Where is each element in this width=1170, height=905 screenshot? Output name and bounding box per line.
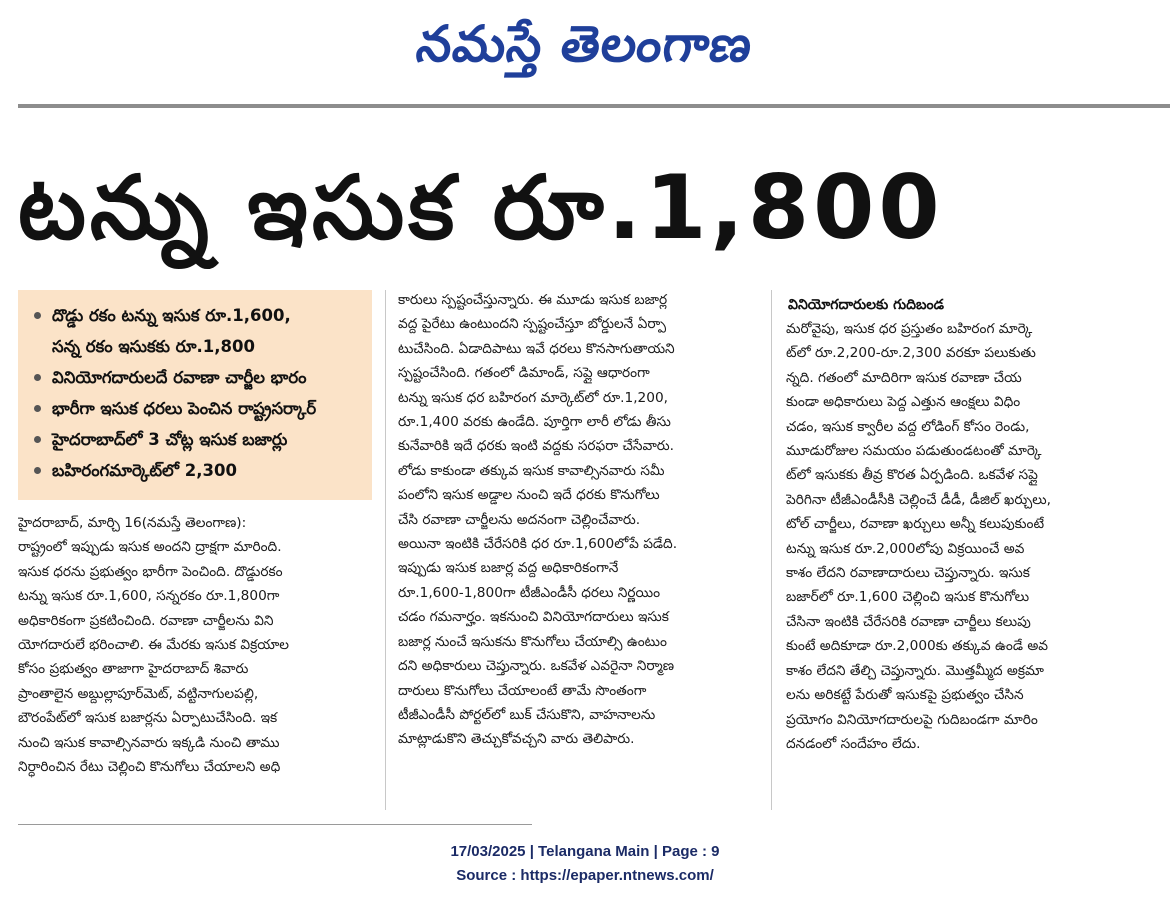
article-line: నిర్ధారించిన రేటు చెల్లించి కొనుగోలు చేయాలని అధి [18,759,281,776]
article-line: కుంటే అదికూడా రూ.2,000కు తక్కువ ఉండే అవ [786,638,1049,655]
masthead-logo: నమస్తే తెలంగాణ [413,15,757,73]
article-column-3 [786,293,1154,756]
article-line: రూ.1,600-1,800గా టీజీఎండీసీ ధరలు నిర్ణయిం [398,584,661,601]
article-line: లోడు కాకుండా తక్కువ ఇసుక కావాల్సినవారు సమీ [398,462,665,479]
article-line: టన్ను ఇసుక రూ.1,600, సన్నరకం రూ.1,800గా [18,588,280,605]
article-line: కుండా అధికారులు పెద్ద ఎత్తున ఆంక్షలు విధిం [786,394,1021,411]
article-line: ట్‌లో రూ.2,200-రూ.2,300 వరకూ పలుకుతు [786,345,1036,362]
bullet-icon [34,312,41,319]
article-line: దారులు కొనుగోలు చేయాలంటే తామే సొంతంగా [398,682,647,699]
article-line: పంలోని ఇసుక అడ్డాల నుంచి ఇదే ధరకు కొనుగోలు [398,487,660,504]
article-line: లను అరికట్టే పేరుతో ఇసుకపై ప్రభుత్వం చేసిన [786,687,1024,704]
article-line: పెరిగినా టీజీఎండీసీకి చెల్లించే డీడీ, డీజిల్ ఖర్చులు, [786,491,1051,508]
article-line: కాశం లేదని తేల్చి చెప్తున్నారు. మొత్తమ్మీద అక్రమా [786,662,1044,679]
article-line: బజార్‌లో రూ.1,600 చెల్లించి ఇసుక కొనుగోలు [786,589,1030,606]
article-line: కారులు స్పష్టంచేస్తున్నారు. ఈ మూడు ఇసుక బజార్ల [398,292,668,308]
article-line: యోగదారులే భరించాలి. ఈ మేరకు ఇసుక విక్రయాల [18,637,289,654]
article-line: ఇసుక ధరను ప్రభుత్వం భారీగా పెంచింది. దొడ్డురకం [18,563,283,580]
article-line: ప్రాంతాలైన అబ్దుల్లాపూర్‌మెట్, వట్టినాగులపల్లి, [18,685,259,702]
article-line: చేసినా ఇంటికి చేరేసరికి రవాణా చార్జీలు కలుపు [786,613,1031,630]
highlight-item [32,393,364,424]
article-column-2 [398,288,756,752]
highlight-text-continued: సన్న రకం ఇసుకకు రూ.1,800 [52,337,255,356]
article-line: చడం, ఇసుక క్వారీల వద్ద లోడింగ్ కోసం రెండు, [786,418,1030,435]
highlight-item [32,424,364,455]
headline: టన్ను ఇసుక రూ.1,800 [18,156,944,259]
highlight-text: వినియోగదారులదే రవాణా చార్జీల భారం [52,368,307,387]
article-line: టుచేసింది. ఏడాదిపాటు ఇవే ధరలు కొనసాగుతాయని [398,340,675,357]
footer-edition-info: 17/03/2025 | Telangana Main | Page : 9 [450,843,720,860]
article-line: ప్రయోగం వినియోగదారులపై గుదిబండగా మారిం [786,711,1038,728]
article-line: రూ.1,400 వరకు ఉండేది. పూర్తిగా లారీ లోడు తీసు [398,414,671,431]
highlight-item [32,455,364,486]
masthead-rule [18,104,1170,108]
article-line: హైదరాబాద్, మార్చి 16(నమస్తే తెలంగాణ): [18,515,247,531]
highlight-text: దొడ్డు రకం టన్ను ఇసుక రూ.1,600, [52,306,291,325]
article-line: టన్ను ఇసుక ధర బహిరంగ మార్కెట్‌లో రూ.1,200, [398,389,669,406]
highlight-text: హైదరాబాద్‌లో 3 చోట్ల ఇసుక బజార్లు [52,430,288,449]
column-subhead: వినియోగదారులకు గుదిబండ [788,297,944,313]
column-divider [771,290,772,810]
article-line: మరోవైపు, ఇసుక ధర ప్రస్తుతం బహిరంగ మార్కె [786,321,1033,337]
highlights-box [18,290,372,500]
highlight-item [32,362,364,393]
article-line: నుంచి ఇసుక కావాల్సినవారు ఇక్కడి నుంచి తాము [18,734,280,751]
article-column-1 [18,511,372,779]
article-line: మాట్లాడుకొని తెచ్చుకోవచ్చని వారు తెలిపారు. [398,731,635,748]
article-line: వద్ద పైరేటు ఉంటుందని స్పష్టంచేస్తూ బోర్డులనే ఏర్పా [398,316,667,333]
article-line: స్పష్టంచేసింది. గతంలో డిమాండ్, సప్లై ఆధారంగా [398,365,650,382]
article-line: దని అధికారులు చెప్తున్నారు. ఒకవేళ ఎవరైనా నిర్మాణ [398,658,675,675]
article-line: అధికారికంగా ప్రకటించింది. రవాణా చార్జీలను విని [18,612,274,629]
bullet-icon [34,374,41,381]
article-line: చేసి రవాణా చార్జీలను అదనంగా చెల్లించేవారు. [398,511,641,528]
article-line: చడం గమనార్హం. ఇకనుంచి వినియోగదారులు ఇసుక [398,609,669,626]
footer-source-link[interactable]: Source : https://epaper.ntnews.com/ [456,867,714,884]
article-line: ఇప్పుడు ఇసుక బజార్ల వద్ద అధికారికంగానే [398,560,619,577]
article-line: అయినా ఇంటికి చేరేసరికి ధర రూ.1,600లోపే పడేది. [398,536,678,553]
article-line: బౌరంపేట్‌లో ఇసుక బజార్లను ఏర్పాటుచేసింది. ఇక [18,710,278,727]
bullet-icon [34,405,41,412]
bullet-icon [34,467,41,474]
article-line: కోసం ప్రభుత్వం తాజాగా హైదరాబాద్ శివారు [18,661,249,678]
article-line: ట్‌లో ఇసుకకు తీవ్ర కొరత ఏర్పడింది. ఒకవేళ సప్లై [786,467,1038,484]
column-divider [385,290,386,810]
article-line: కాశం లేదని రవాణాదారులు చెప్తున్నారు. ఇసుక [786,565,1030,582]
article-line: టన్ను ఇసుక రూ.2,000లోపు విక్రయించే అవ [786,540,1025,557]
highlight-text: బహిరంగమార్కెట్‌లో 2,300 [52,461,237,480]
article-line: న్నది. గతంలో మాదిరిగా ఇసుక రవాణా చేయ [786,369,1022,386]
masthead [0,4,1170,84]
article-line: మూడురోజుల సమయం పడుతుండటంతో మార్కె [786,443,1042,460]
article-line: కునేవారికి ఇదే ధరకు ఇంటి వద్దకు సరఫరా చేసేవారు. [398,438,675,455]
highlight-text: భారీగా ఇసుక ధరలు పెంచిన రాష్ట్రసర్కార్ [52,399,317,418]
article-line: టీజీఎండీసీ పోర్టల్‌లో బుక్ చేసుకొని, వాహనాలను [398,706,656,723]
article-line: దనడంలో సందేహం లేదు. [786,735,921,752]
highlight-item [32,300,364,362]
footer-rule [18,824,532,825]
footer [0,840,1170,888]
bullet-icon [34,436,41,443]
article-line: రాష్ట్రంలో ఇప్పుడు ఇసుక అందని ద్రాక్షగా మారింది. [18,539,282,556]
article-line: టోల్ చార్జీలు, రవాణా ఖర్చులు అన్నీ కలుపుకుంటే [786,516,1045,533]
article-line: బజార్ల నుంచే ఇసుకను కొనుగోలు చేయాల్సి ఉంటుం [398,633,667,650]
